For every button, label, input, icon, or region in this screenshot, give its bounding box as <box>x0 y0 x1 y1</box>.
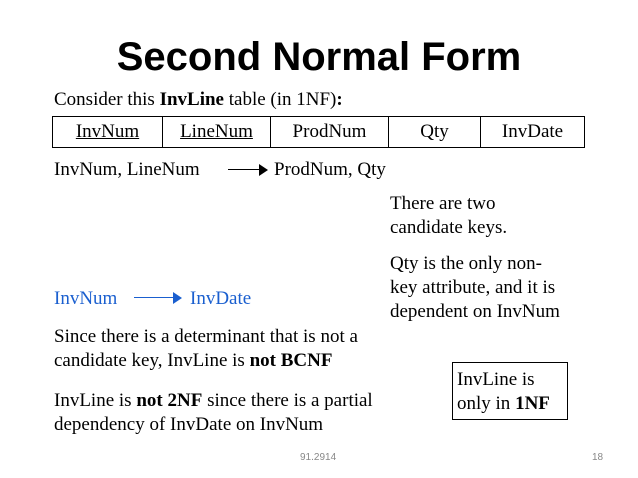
table-row <box>53 117 585 148</box>
intro-prefix: Consider this <box>54 89 160 110</box>
intro-colon: : <box>336 89 343 110</box>
column-linenum: LineNum <box>163 117 271 148</box>
note-candidate-line1: There are two <box>390 193 496 214</box>
bcnf-line2-bold: not BCNF <box>249 350 333 371</box>
twonf-line1-prefix: InvLine is <box>54 390 137 411</box>
note-qty-line2: key attribute, and it is <box>390 277 556 298</box>
fd2-lhs: InvNum <box>54 288 118 309</box>
intro-table-name: InvLine <box>159 89 224 110</box>
bcnf-line2-prefix: candidate key, InvLine is <box>54 350 250 371</box>
fd1-arrow-icon <box>228 164 268 176</box>
column-prodnum: ProdNum <box>271 117 389 148</box>
invline-table <box>52 116 585 148</box>
box-line2-prefix: only in <box>457 393 516 414</box>
bcnf-line2 <box>54 349 358 373</box>
bcnf-line1: Since there is a determinant that is not a <box>54 326 358 347</box>
footer-course-code: 91.2914 <box>300 452 337 463</box>
box-line1: InvLine is <box>457 369 535 390</box>
1nf-callout-box <box>452 362 568 420</box>
fd2-rhs: InvDate <box>190 288 252 309</box>
note-qty-line1: Qty is the only non- <box>390 253 542 274</box>
slide-title: Second Normal Form <box>116 35 522 79</box>
intro-middle: table (in 1NF) <box>223 89 337 110</box>
fd1-lhs: InvNum, LineNum <box>54 159 200 180</box>
column-invdate: InvDate <box>481 117 585 148</box>
bcnf-statement <box>54 325 358 373</box>
fd1-rhs: ProdNum, Qty <box>274 159 386 180</box>
twonf-line1 <box>54 389 373 413</box>
twonf-line2: dependency of InvDate on InvNum <box>54 414 324 435</box>
note-qty <box>390 252 560 324</box>
box-line2-bold: 1NF <box>515 393 550 414</box>
column-invnum: InvNum <box>53 117 163 148</box>
column-qty: Qty <box>389 117 481 148</box>
fd2-arrow-icon <box>134 292 182 304</box>
twonf-line1-suffix: since there is a partial <box>202 390 373 411</box>
twonf-line1-bold: not 2NF <box>136 390 203 411</box>
footer-page-number: 18 <box>592 452 604 463</box>
intro-text <box>54 88 343 112</box>
note-candidate-line2: candidate keys. <box>390 217 508 238</box>
note-qty-line3: dependent on InvNum <box>390 301 560 322</box>
box-line2 <box>457 392 567 416</box>
note-candidate-keys <box>390 192 507 240</box>
twonf-statement <box>54 389 373 437</box>
